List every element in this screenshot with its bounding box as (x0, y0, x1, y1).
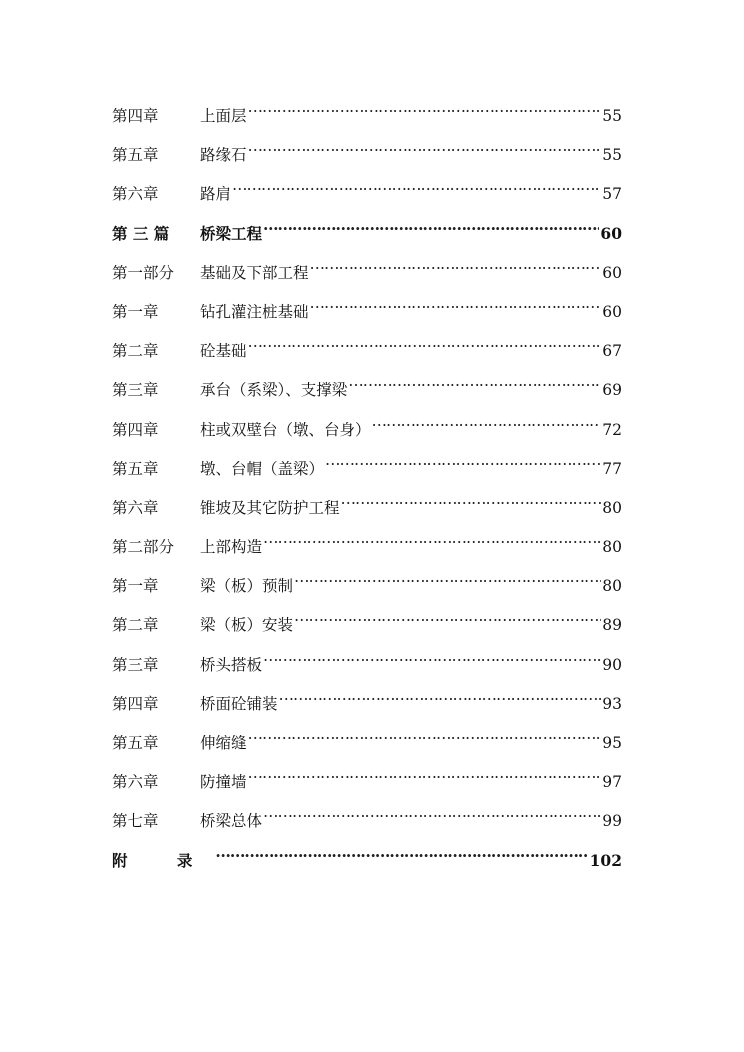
toc-entry-label: 第六章 (112, 498, 159, 517)
toc-entry-title: 梁（板）预制 (200, 577, 294, 596)
toc-entry (112, 798, 622, 837)
toc-entry-page: 60 (602, 302, 622, 321)
toc-dot-leader (248, 759, 602, 787)
toc-entry-title: 砼基础 (200, 342, 247, 361)
toc-entry-label: 第二章 (112, 342, 159, 361)
toc-entry-page: 80 (602, 538, 622, 557)
toc-dot-leader (248, 132, 602, 160)
toc-entry-label: 第四章 (112, 694, 159, 713)
toc-entry-title: 防撞墙 (200, 773, 247, 792)
toc-entry-label: 第六章 (112, 185, 159, 204)
toc-dot-leader (248, 93, 602, 121)
toc-entry-label: 第四章 (112, 420, 159, 439)
toc-entry-page: 89 (602, 616, 622, 635)
toc-entry-label: 第二部分 (112, 538, 175, 557)
toc-entry-label: 附 录 (112, 850, 215, 870)
toc-entry-label: 第三章 (112, 655, 159, 674)
toc-entry-page: 60 (600, 223, 622, 243)
toc-entry-label: 第五章 (112, 459, 159, 478)
toc-entry (112, 602, 622, 641)
toc-entry-page: 80 (602, 577, 622, 596)
toc-entry (112, 642, 622, 681)
toc-entry (112, 563, 622, 602)
toc-entry-page: 55 (602, 107, 622, 125)
toc-entry-title: 柱或双壁台（墩、台身） (200, 420, 371, 439)
toc-entry (112, 524, 622, 563)
toc-entry (112, 171, 622, 210)
toc-entry-page: 90 (602, 655, 622, 674)
toc-dot-leader (325, 446, 601, 474)
toc-entry-title: 路缘石 (200, 146, 247, 165)
toc-entry (112, 446, 622, 485)
toc-entry-page: 102 (589, 850, 622, 870)
toc-dot-leader (294, 563, 601, 591)
toc-entry-label: 第七章 (112, 812, 159, 831)
toc-entry-page: 77 (602, 459, 622, 478)
toc-entry-title: 伸缩缝 (200, 734, 247, 752)
toc-entry (112, 681, 622, 720)
toc-entry (112, 367, 622, 406)
toc-entry-title: 路肩 (200, 185, 232, 204)
toc-entry-title: 上部构造 (200, 538, 263, 557)
toc-entry-title: 基础及下部工程 (200, 263, 309, 282)
toc-entry (112, 485, 622, 524)
toc-entry (112, 328, 622, 367)
toc-dot-leader (310, 250, 602, 278)
toc-entry-label: 第五章 (112, 146, 159, 165)
toc-entry-label: 第一章 (112, 302, 159, 321)
toc-entry-label: 第 三 篇 (112, 223, 170, 243)
table-of-contents (112, 93, 622, 877)
toc-entry-page: 99 (602, 812, 622, 831)
toc-dot-leader (248, 328, 602, 356)
toc-entry-page: 69 (602, 381, 622, 400)
toc-dot-leader (232, 171, 601, 199)
toc-entry-page: 97 (602, 773, 622, 792)
toc-entry (112, 289, 622, 328)
toc-entry-page: 67 (602, 342, 622, 361)
toc-entry-label: 第三章 (112, 381, 159, 400)
toc-entry-page: 72 (602, 420, 622, 439)
toc-entry-title: 上面层 (200, 107, 247, 125)
toc-dot-leader (263, 524, 601, 552)
toc-entry (112, 93, 622, 132)
toc-dot-leader (279, 681, 602, 709)
toc-entry-title: 桥头搭板 (200, 655, 263, 674)
toc-dot-leader (348, 367, 601, 395)
toc-entry-title: 钻孔灌注桩基础 (200, 302, 309, 321)
toc-dot-leader (294, 602, 601, 630)
toc-entry (112, 132, 622, 171)
toc-dot-leader (263, 798, 601, 826)
toc-entry-label: 第一部分 (112, 263, 175, 282)
toc-entry-title: 锥坡及其它防护工程 (200, 498, 340, 517)
toc-entry (112, 250, 622, 289)
toc-entry-label: 第四章 (112, 107, 159, 125)
toc-entry-page: 60 (602, 263, 622, 282)
toc-dot-leader (263, 642, 601, 670)
toc-entry-page: 93 (602, 694, 622, 713)
toc-dot-leader (310, 289, 602, 317)
toc-entry (112, 759, 622, 798)
toc-entry-title: 墩、台帽（盖梁） (200, 459, 325, 478)
toc-entry-title: 桥梁工程 (200, 223, 263, 243)
toc-entry-label: 第二章 (112, 616, 159, 635)
toc-entry-page: 95 (602, 734, 622, 752)
toc-entry-page: 57 (602, 185, 622, 204)
toc-entry-label: 第六章 (112, 773, 159, 792)
toc-entry-label: 第一章 (112, 577, 159, 596)
toc-part-heading (112, 211, 622, 250)
toc-entry-title: 桥面砼铺装 (200, 694, 278, 713)
toc-entry-page: 80 (602, 498, 622, 517)
toc-entry-title: 承台（系梁）、支撑梁 (200, 381, 348, 400)
toc-dot-leader (372, 407, 602, 435)
toc-dot-leader (263, 211, 599, 239)
toc-entry-page: 55 (602, 146, 622, 165)
toc-entry (112, 407, 622, 446)
toc-dot-leader (215, 838, 588, 866)
toc-entry-title: 桥梁总体 (200, 812, 263, 831)
toc-dot-leader (341, 485, 602, 513)
toc-dot-leader (248, 720, 602, 748)
toc-entry (112, 720, 622, 759)
toc-appendix-heading (112, 838, 622, 877)
toc-entry-title: 梁（板）安装 (200, 616, 294, 635)
toc-entry-label: 第五章 (112, 734, 159, 752)
